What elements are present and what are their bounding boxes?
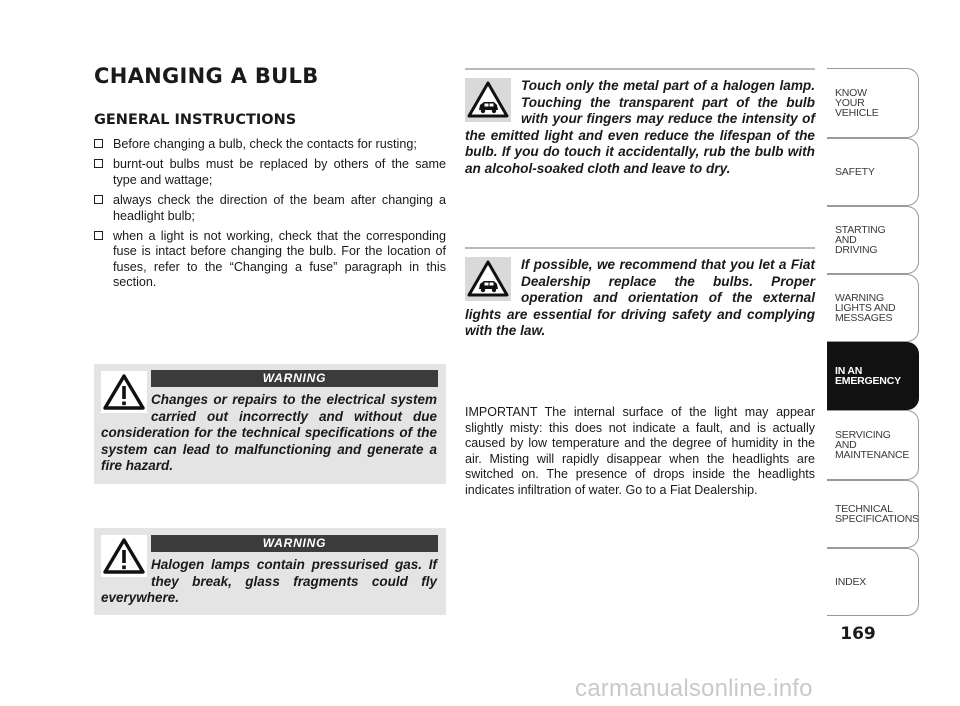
page-title: CHANGING A BULB (94, 64, 319, 88)
note-block: If possible, we recommend that you let a Fiat Dealership replace the bulbs. Proper operation and orientation of the external lights are essential for driving safety and complying with the law. (465, 257, 815, 338)
note-block: Touch only the metal part of a halogen lamp. Touching the transparent part of the bulb with your fingers may reduce the intensity of the emitted light and even reduce the lifespan of the bulb. If you do touch it accidentally, rub the bulb with an alcohol-soaked cloth and leave to dry. (465, 78, 815, 176)
list-item: always check the direction of the beam after changing a headlight bulb; (94, 193, 446, 224)
tab-index[interactable]: INDEX (827, 548, 919, 616)
checkbox-bullet-icon (94, 195, 103, 204)
car-caution-icon (465, 78, 511, 122)
important-paragraph: IMPORTANT The internal surface of the light may appear slightly misty: this does not indicate a fault, and is actually caused by low temperature and the degree of humidity in the air. Misting will rapidly disappear when the headlights are switched on. The presence of drops inside the headlights indicates infiltration of water. Go to a Fiat Dealership. (465, 405, 815, 497)
tab-starting-and-driving[interactable]: STARTING AND DRIVING (827, 206, 919, 274)
warning-body: Changes or repairs to the electrical system carried out incorrectly and without due consideration for the technical specifications of the system can lead to malfunctioning and generate a fire hazard. (101, 392, 437, 474)
warning-heading: WARNING (151, 370, 438, 387)
divider (465, 68, 815, 70)
tab-servicing-and-maintenance[interactable]: SERVICING AND MAINTENANCE (827, 410, 919, 480)
list-item: Before changing a bulb, check the contacts for rusting; (94, 137, 446, 152)
car-caution-icon (465, 257, 511, 301)
watermark: carmanualsonline.info (575, 675, 813, 702)
tab-technical-specifications[interactable]: TECHNICAL SPECIFICATIONS (827, 480, 919, 548)
tab-safety[interactable]: SAFETY (827, 138, 919, 206)
instruction-list (94, 137, 446, 296)
warning-heading: WARNING (151, 535, 438, 552)
tab-in-an-emergency[interactable]: IN AN EMERGENCY (827, 342, 919, 410)
tab-know-your-vehicle[interactable]: KNOW YOUR VEHICLE (827, 68, 919, 138)
list-item: when a light is not working, check that the corresponding fuse is intact before changing the bulb. For the location of fuses, refer to the “Changing a fuse” paragraph in this section. (94, 229, 446, 291)
checkbox-bullet-icon (94, 231, 103, 240)
list-item: burnt-out bulbs must be replaced by others of the same type and wattage; (94, 157, 446, 188)
checkbox-bullet-icon (94, 139, 103, 148)
checkbox-bullet-icon (94, 159, 103, 168)
warning-body: Halogen lamps contain pressurised gas. If they break, glass fragments could fly everywhere. (101, 557, 437, 606)
page-number: 169 (840, 624, 876, 644)
divider (465, 247, 815, 249)
section-subtitle: GENERAL INSTRUCTIONS (94, 112, 297, 128)
tab-warning-lights-and-messages[interactable]: WARNING LIGHTS AND MESSAGES (827, 274, 919, 342)
